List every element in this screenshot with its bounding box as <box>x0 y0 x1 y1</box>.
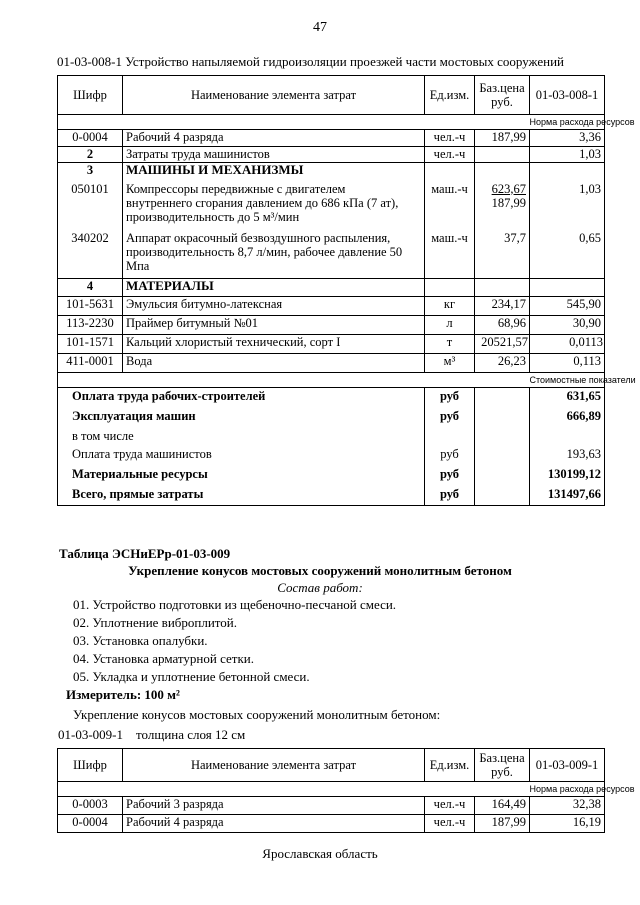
cell-price: 37,7 <box>475 231 530 279</box>
table-row <box>58 335 605 354</box>
name-line: внутреннего сгорания давлением до 686 кПа (7 ат), <box>126 195 399 210</box>
cell-name: Рабочий 4 разряда <box>123 815 425 833</box>
cell-code: 101-5631 <box>58 297 123 316</box>
cell-code: 3 <box>58 163 123 179</box>
name-line: производительность 8,7 л/мин, рабочее давление 50 <box>126 244 403 259</box>
table-row <box>58 231 605 279</box>
summary-unit: руб <box>425 465 475 485</box>
col-header-code: Шифр <box>58 76 123 115</box>
table-row <box>58 354 605 373</box>
cell-unit: чел.-ч <box>425 797 475 815</box>
cell-value: 0,65 <box>530 231 605 279</box>
operation-item: 03. Установка опалубки. <box>73 633 208 648</box>
cell-name: Затраты труда машинистов <box>123 147 425 163</box>
table-row <box>58 279 605 297</box>
cell-unit: маш.-ч <box>425 179 475 231</box>
cell-unit: чел.-ч <box>425 130 475 147</box>
summary-unit: руб <box>425 387 475 407</box>
col-header-norm: 01-03-008-1 <box>530 76 605 115</box>
section-title: МАТЕРИАЛЫ <box>123 279 425 297</box>
cell-unit: маш.-ч <box>425 231 475 279</box>
section-title: МАШИНЫ И МЕХАНИЗМЫ <box>123 163 425 179</box>
page-footer: Ярославская область <box>262 846 378 861</box>
table-row <box>58 163 605 179</box>
cell-unit: кг <box>425 297 475 316</box>
cell-value: 30,90 <box>530 316 605 335</box>
summary-value: 631,65 <box>530 387 605 407</box>
summary-value: 131497,66 <box>530 485 605 505</box>
cell-code: 0-0004 <box>58 815 123 833</box>
col-header-norm: 01-03-009-1 <box>530 749 605 782</box>
cell-value: 1,03 <box>530 147 605 163</box>
cell-name: Вода <box>123 354 425 373</box>
cell-price: 68,96 <box>475 316 530 335</box>
table-row <box>58 297 605 316</box>
col-header-code: Шифр <box>58 749 123 782</box>
summary-label: Оплата труда рабочих-строителей <box>58 387 425 407</box>
table-row <box>58 179 605 231</box>
izmeritel: Измеритель: 100 м² <box>66 687 180 702</box>
cell-value: 545,90 <box>530 297 605 316</box>
col-header-price: Баз.цена руб. <box>475 749 530 782</box>
table2-code-line: 01-03-009-1 толщина слоя 12 см <box>58 727 246 742</box>
cell-name: Рабочий 3 разряда <box>123 797 425 815</box>
summary-unit: руб <box>425 445 475 465</box>
cell-name <box>123 179 425 231</box>
cell-code: 0-0003 <box>58 797 123 815</box>
col-header-name: Наименование элемента затрат <box>123 749 425 782</box>
cell-code: 101-1571 <box>58 335 123 354</box>
operation-item: 02. Уплотнение виброплитой. <box>73 615 238 630</box>
page-number: 47 <box>313 20 327 35</box>
operation-item: 01. Устройство подготовки из щебеночно-песчаной смеси. <box>73 597 397 612</box>
operation-item: 05. Укладка и уплотнение бетонной смеси. <box>73 669 310 684</box>
cell-code: 113-2230 <box>58 316 123 335</box>
summary-label: Всего, прямые затраты <box>58 485 425 505</box>
cell-code: 2 <box>58 147 123 163</box>
cell-code: 411-0001 <box>58 354 123 373</box>
cell-price: 20521,57 <box>475 335 530 354</box>
summary-label: в том числе <box>58 427 425 445</box>
col-header-price: Баз.цена руб. <box>475 76 530 115</box>
name-line: производительность до 5 м³/мин <box>126 209 300 224</box>
resource-table-1 <box>57 75 636 388</box>
cell-price <box>475 179 530 231</box>
cell-price: 164,49 <box>475 797 530 815</box>
ukreplenie-text: Укрепление конусов мостовых сооружений монолитным бетоном: <box>73 707 441 722</box>
price-value: 623,67 <box>491 181 526 196</box>
summary-label: Оплата труда машинистов <box>58 445 425 465</box>
summary-value: 193,63 <box>530 445 605 465</box>
cell-code: 4 <box>58 279 123 297</box>
cell-code: 050101 <box>58 179 123 231</box>
cell-name: Эмульсия битумно-латексная <box>123 297 425 316</box>
stoim-label: Стоимостные показатели <box>530 373 605 388</box>
name-line: Компрессоры передвижные с двигателем <box>126 181 346 196</box>
table1-heading: 01-03-008-1 Устройство напыляемой гидроизоляции проезжей части мостовых сооружений <box>57 54 564 69</box>
table-row <box>58 130 605 147</box>
cell-value: 3,36 <box>530 130 605 147</box>
cell-name: Кальций хлористый технический, сорт I <box>123 335 425 354</box>
cell-value: 0,0113 <box>530 335 605 354</box>
summary-value: 130199,12 <box>530 465 605 485</box>
cell-value: 1,03 <box>530 179 605 231</box>
cell-price: 26,23 <box>475 354 530 373</box>
summary-unit: руб <box>425 485 475 505</box>
cell-code: 0-0004 <box>58 130 123 147</box>
sostav-rabot: Состав работ: <box>277 580 363 595</box>
cell-unit: чел.-ч <box>425 815 475 833</box>
cell-name <box>123 231 425 279</box>
cell-unit: т <box>425 335 475 354</box>
cell-value: 0,113 <box>530 354 605 373</box>
summary-value: 666,89 <box>530 407 605 427</box>
cell-value: 32,38 <box>530 797 605 815</box>
col-header-name: Наименование элемента затрат <box>123 76 425 115</box>
table2-subtitle: Укрепление конусов мостовых сооружений монолитным бетоном <box>128 563 512 578</box>
cell-value: 16,19 <box>530 815 605 833</box>
summary-label: Материальные ресурсы <box>58 465 425 485</box>
cell-price: 234,17 <box>475 297 530 316</box>
norma-label: Норма расхода ресурсов <box>530 782 605 797</box>
price-value: 187,99 <box>491 195 526 210</box>
summary-label: Эксплуатация машин <box>58 407 425 427</box>
norma-label: Норма расхода ресурсов <box>530 115 605 130</box>
cell-code: 340202 <box>58 231 123 279</box>
name-line: Аппарат окрасочный безвоздушного распыления, <box>126 230 391 245</box>
summary-unit: руб <box>425 407 475 427</box>
cell-price: 187,99 <box>475 815 530 833</box>
cell-name: Праймер битумный №01 <box>123 316 425 335</box>
resource-table-2 <box>57 748 635 833</box>
table-row <box>58 815 605 833</box>
cell-name: Рабочий 4 разряда <box>123 130 425 147</box>
table2-title: Таблица ЭСНиЕРр-01-03-009 <box>59 546 231 561</box>
name-line: Мпа <box>126 258 150 273</box>
table-row <box>58 797 605 815</box>
col-header-unit: Ед.изм. <box>425 76 475 115</box>
cell-unit: л <box>425 316 475 335</box>
operation-item: 04. Установка арматурной сетки. <box>73 651 254 666</box>
cell-unit: м³ <box>425 354 475 373</box>
table-row <box>58 147 605 163</box>
cell-unit: чел.-ч <box>425 147 475 163</box>
table-row <box>58 316 605 335</box>
col-header-unit: Ед.изм. <box>425 749 475 782</box>
summary-table-1 <box>57 387 605 506</box>
cell-price: 187,99 <box>475 130 530 147</box>
